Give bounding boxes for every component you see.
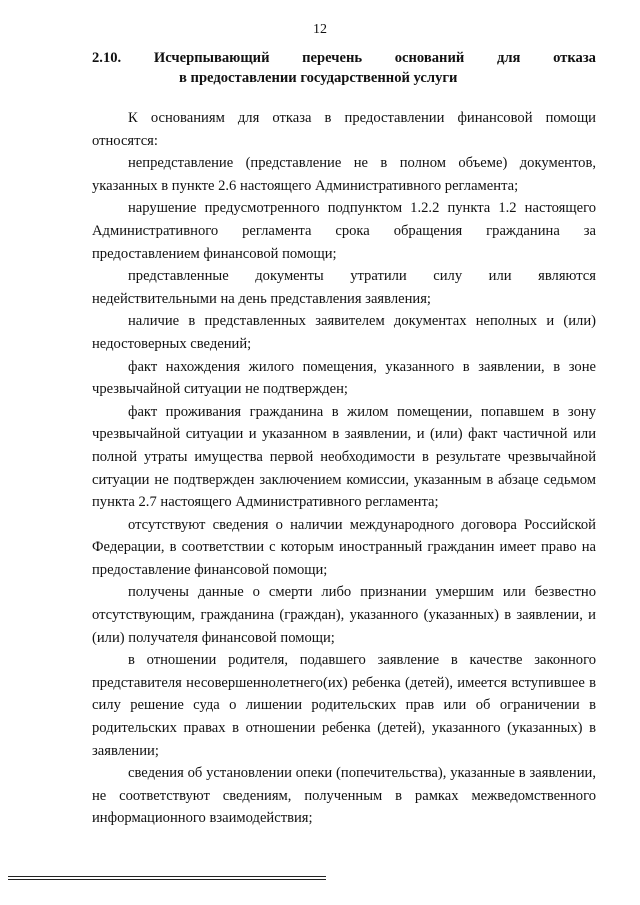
- footer-divider: [8, 879, 326, 880]
- heading-word: отказа: [553, 50, 596, 66]
- paragraph-reason: факт проживания гражданина в жилом помещении, попавшем в зону чрезвычайной ситуации и указанном в заявлении, и (или) факт частичной или полной утраты имущества первой необходимости в результате чрезвычайной ситуации не подтвержден заключением комиссии, указанным в абзаце седьмом пункта 2.7 настоящего Административного регламента;: [92, 403, 596, 511]
- paragraph-reason: в отношении родителя, подавшего заявление в качестве законного представителя несовершеннолетнего(их) ребенка (детей), имеется вступившее в силу решение суда о лишении родительских прав или об ограничении в родительских правах в отношении ребенка (детей), указанного (указанных) в заявлении;: [92, 652, 596, 759]
- paragraph-reason: получены данные о смерти либо признании умершим или безвестно отсутствующим, гражданина (граждан), указанного (указанных) в заявлении, и (или) получателя финансовой помощи;: [92, 584, 596, 646]
- heading-word: Исчерпывающий: [153, 50, 270, 66]
- heading-word: перечень: [302, 50, 363, 66]
- footer-divider: [8, 876, 326, 877]
- paragraph-reason: факт нахождения жилого помещения, указанного в заявлении, в зоне чрезвычайной ситуации не подтвержден;: [92, 358, 596, 398]
- paragraph-reason: сведения об установлении опеки (попечительства), указанные в заявлении, не соответствуют сведениям, полученным в рамках межведомственного информационного взаимодействия;: [92, 765, 596, 827]
- page-number: 12: [313, 22, 327, 37]
- heading-word: для: [496, 50, 521, 66]
- paragraph-reason: наличие в представленных заявителем документах неполных и (или) недостоверных сведений;: [92, 313, 596, 352]
- paragraph-reason: представленные документы утратили силу или являются недействительными на день представления заявления;: [92, 268, 596, 307]
- section-number: 2.10.: [92, 50, 122, 66]
- heading-word: оснований: [394, 50, 465, 66]
- document-body: [92, 107, 596, 830]
- paragraph-reason: непредставление (представление не в полном объеме) документов, указанных в пункте 2.6 настоящего Административного регламента;: [92, 155, 596, 194]
- paragraph-intro: К основаниям для отказа в предоставлении финансовой помощи относятся:: [92, 110, 596, 149]
- section-heading: [92, 48, 596, 88]
- section-heading-first-line: [92, 48, 596, 68]
- section-heading-second-line: в предоставлении государственной услуги: [179, 70, 458, 86]
- paragraph-reason: отсутствуют сведения о наличии международного договора Российской Федерации, в соответствии с которым иностранный гражданин имеет право на предоставление финансовой помощи;: [92, 516, 596, 578]
- paragraph-reason: нарушение предусмотренного подпунктом 1.2.2 пункта 1.2 настоящего Административного регламента срока обращения гражданина за предоставлением финансовой помощи;: [92, 200, 596, 262]
